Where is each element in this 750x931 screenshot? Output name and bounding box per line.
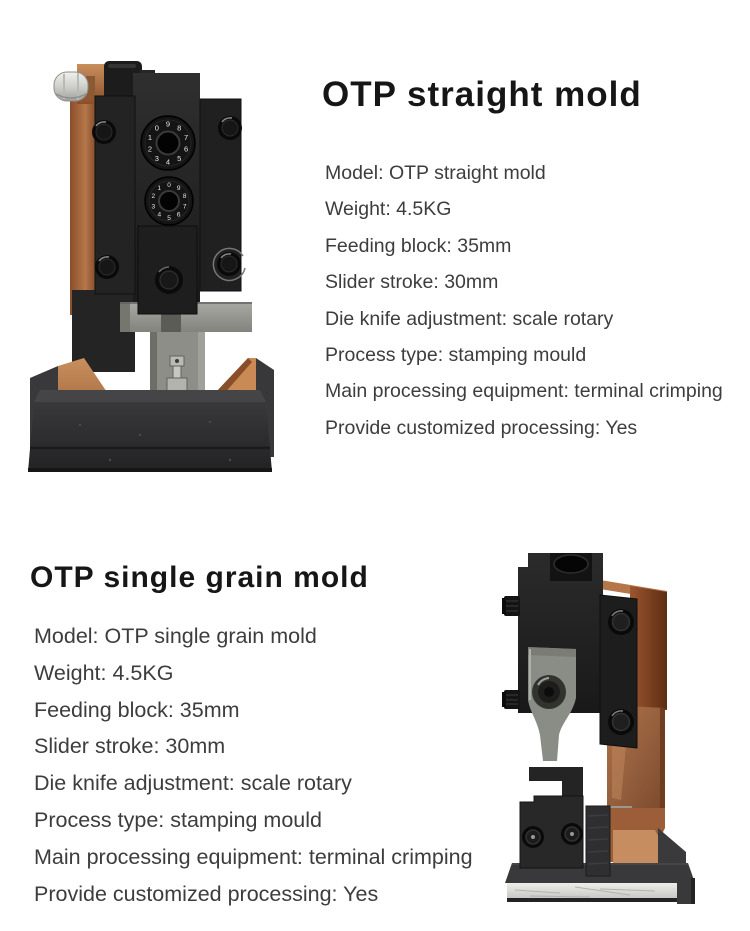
spec-stroke: Slider stroke: 30mm (34, 734, 226, 759)
spec-equip: Main processing equipment: terminal crimping (34, 844, 473, 869)
product-title-straight-mold: OTP straight mold (322, 75, 642, 114)
straight-mold-photo (20, 40, 300, 480)
spec-weight: Weight: 4.5KG (34, 660, 174, 685)
rotary-dial-lower (145, 177, 193, 225)
steel-blade (528, 647, 576, 761)
svg-text:3: 3 (154, 154, 159, 163)
product-title-single-grain-mold: OTP single grain mold (30, 561, 369, 594)
spacer-block (586, 806, 610, 876)
spec-stroke: Slider stroke: 30mm (325, 271, 499, 294)
svg-text:8: 8 (182, 193, 187, 201)
svg-text:9: 9 (176, 184, 181, 192)
rear-support (658, 828, 686, 868)
spec-list-single-grain-mold (34, 618, 473, 912)
svg-text:0: 0 (154, 123, 159, 133)
front-plate (600, 595, 637, 748)
straight-mold-illustration (20, 40, 300, 480)
spec-custom: Provide customized processing: Yes (34, 881, 379, 906)
svg-text:0: 0 (167, 181, 171, 189)
svg-text:6: 6 (184, 144, 189, 154)
svg-text:1: 1 (147, 132, 152, 142)
spec-dieknife: Die knife adjustment: scale rotary (325, 307, 614, 330)
svg-text:1: 1 (157, 184, 162, 192)
lower-center-block (138, 226, 197, 314)
spec-feeding: Feeding block: 35mm (325, 234, 512, 257)
svg-text:4: 4 (165, 157, 171, 167)
svg-text:3: 3 (151, 203, 156, 211)
hex-bolt (54, 72, 88, 101)
svg-text:5: 5 (167, 214, 171, 222)
machine-base (28, 390, 272, 472)
single-grain-mold-photo (480, 550, 750, 931)
svg-text:5: 5 (177, 154, 182, 163)
spec-process: Process type: stamping mould (325, 344, 587, 367)
die-bracket (529, 767, 583, 799)
spec-list-straight-mold (325, 155, 723, 446)
spec-dieknife: Die knife adjustment: scale rotary (34, 771, 352, 796)
single-grain-mold-illustration (480, 550, 750, 931)
svg-text:2: 2 (151, 193, 156, 201)
rotary-dial-upper (141, 116, 195, 170)
svg-text:2: 2 (147, 144, 152, 154)
svg-text:6: 6 (176, 211, 181, 219)
spec-model: Model: OTP single grain mold (34, 624, 317, 648)
spec-feeding: Feeding block: 35mm (34, 697, 240, 722)
spec-weight: Weight: 4.5KG (325, 198, 452, 221)
spec-custom: Provide customized processing: Yes (325, 416, 638, 439)
spec-model: Model: OTP straight mold (325, 162, 546, 184)
spec-equip: Main processing equipment: terminal crimping (325, 380, 723, 403)
svg-text:7: 7 (184, 132, 189, 142)
spec-process: Process type: stamping mould (34, 807, 322, 832)
svg-text:9: 9 (165, 119, 171, 129)
lower-block (520, 796, 583, 868)
svg-text:8: 8 (177, 123, 182, 133)
svg-text:4: 4 (157, 211, 162, 219)
side-screws (502, 596, 520, 709)
svg-text:7: 7 (182, 203, 187, 211)
